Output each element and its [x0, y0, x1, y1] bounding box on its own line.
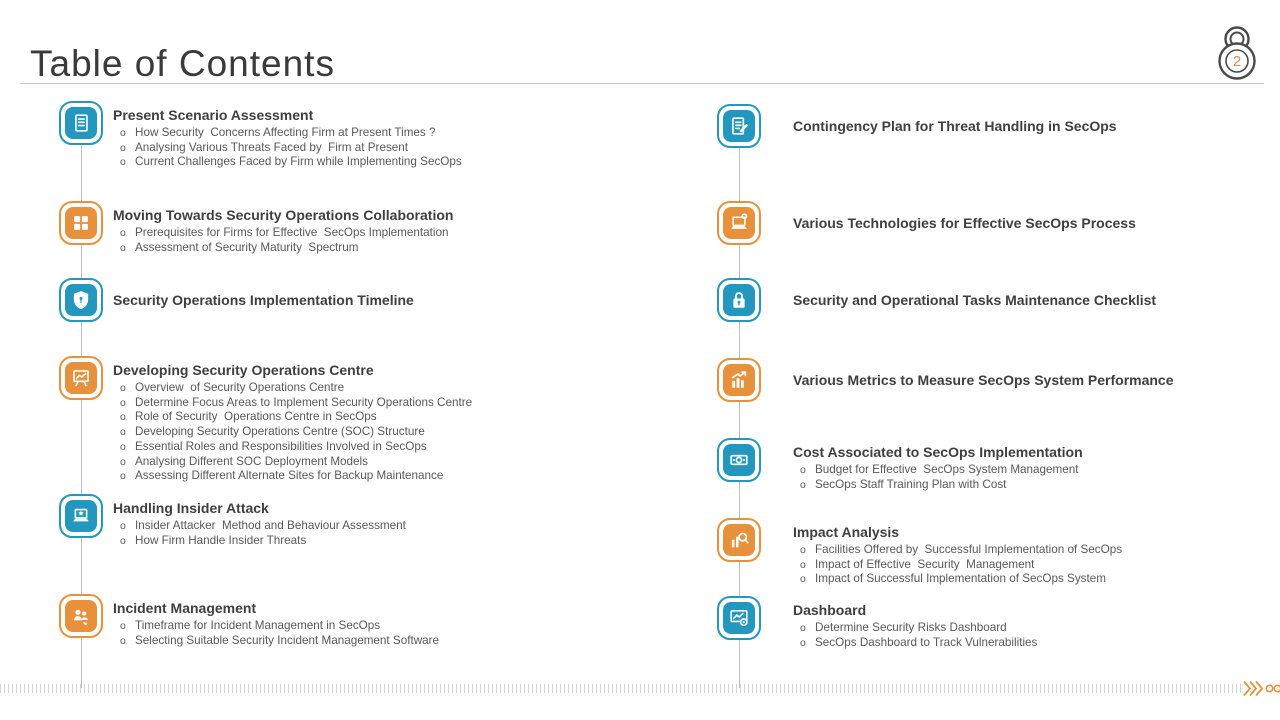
- bullet-text: Selecting Suitable Security Incident Management Software: [135, 633, 440, 647]
- toc-item-title: Incident Management: [113, 600, 257, 616]
- toc-bullet: [113, 410, 699, 425]
- bullet-text: Essential Roles and Responsibilities Involved in SecOps: [135, 439, 427, 453]
- bullet-text: SecOps Staff Training Plan with Cost: [815, 477, 1007, 491]
- toc-item-bullets: [793, 621, 1277, 650]
- toc-item-bullets: [793, 543, 1277, 587]
- toc-item-title: Impact Analysis: [793, 524, 900, 540]
- toc-item: [59, 494, 699, 548]
- bullet-marker: o: [120, 227, 126, 239]
- toc-bullet: [113, 519, 699, 534]
- bullet-marker: o: [120, 411, 126, 424]
- collaboration-grid-icon: [59, 201, 103, 245]
- impact-magnifier-icon: [717, 518, 761, 562]
- laptop-gear-icon: [717, 201, 761, 245]
- toc-item: [59, 201, 699, 255]
- document-edit-icon: [717, 104, 761, 148]
- bullet-text: SecOps Dashboard to Track Vulnerabilities: [815, 635, 1038, 649]
- bullet-marker: o: [800, 464, 806, 476]
- toc-item-title: Cost Associated to SecOps Implementation: [793, 444, 1083, 460]
- toc-bullet: [113, 469, 699, 484]
- toc-item-bullets: [113, 381, 699, 484]
- footer-chevrons-icon: [1243, 680, 1280, 702]
- toc-bullet: [113, 455, 699, 470]
- bullet-marker: o: [800, 478, 806, 491]
- bullet-text: Impact of Effective Security Management: [815, 557, 1035, 571]
- toc-item-title: Security and Operational Tasks Maintenance Checklist: [793, 291, 1157, 308]
- toc-item: [717, 358, 1277, 402]
- toc-item: [717, 438, 1277, 492]
- toc-bullet: [113, 155, 699, 170]
- toc-bullet: [113, 126, 699, 141]
- bullet-marker: o: [120, 382, 126, 394]
- toc-item: [717, 278, 1277, 322]
- bullet-marker: o: [120, 620, 126, 632]
- bullet-text: Assessing Different Alternate Sites for Backup Maintenance: [135, 469, 444, 483]
- bullet-marker: o: [800, 544, 806, 556]
- toc-item: [717, 201, 1277, 245]
- toc-bullet: [113, 440, 699, 455]
- bullet-text: Analysing Various Threats Faced by Firm at Present: [135, 140, 409, 154]
- toc-item: [59, 356, 699, 484]
- bullet-text: Facilities Offered by Successful Implementation of SecOps: [815, 543, 1123, 556]
- toc-item-bullets: [113, 619, 699, 648]
- toc-bullet: [113, 619, 699, 634]
- footer-tick-strip: [0, 684, 1242, 693]
- toc-item: [59, 101, 699, 170]
- toc-bullet: [113, 226, 699, 241]
- toc-item: [59, 278, 699, 322]
- bullet-text: Overview of Security Operations Centre: [135, 381, 345, 394]
- bullet-text: Current Challenges Faced by Firm while Implementing SecOps: [135, 155, 462, 169]
- bullet-marker: o: [120, 396, 126, 409]
- bullet-text: Insider Attacker Method and Behaviour Assessment: [135, 519, 406, 532]
- toc-item-title: Security Operations Implementation Timeline: [113, 291, 414, 308]
- cost-money-icon: [717, 438, 761, 482]
- bullet-marker: o: [120, 426, 126, 439]
- toc-bullet: [113, 141, 699, 156]
- toc-bullet: [113, 425, 699, 440]
- bullet-marker: o: [800, 573, 806, 586]
- toc-bullet: [113, 241, 699, 256]
- toc-item-bullets: [113, 226, 699, 255]
- team-incident-icon: [59, 594, 103, 638]
- toc-item-title: Various Metrics to Measure SecOps System Performance: [793, 371, 1174, 388]
- bullet-marker: o: [120, 520, 126, 532]
- bullet-marker: o: [120, 156, 126, 169]
- toc-item-bullets: [793, 463, 1277, 492]
- toc-item-title: Dashboard: [793, 602, 867, 618]
- bullet-text: Determine Focus Areas to Implement Security Operations Centre: [135, 395, 473, 409]
- bullet-text: Assessment of Security Maturity Spectrum: [135, 240, 359, 254]
- bullet-marker: o: [800, 558, 806, 571]
- page-title: Table of Contents: [30, 42, 335, 84]
- bullet-text: Impact of Successful Implementation of SecOps System: [815, 572, 1107, 586]
- toc-bullet: [793, 636, 1277, 651]
- toc-bullet: [793, 558, 1277, 573]
- toc-item-title: Moving Towards Security Operations Collaboration: [113, 207, 454, 223]
- bullet-text: Determine Security Risks Dashboard: [815, 621, 1007, 634]
- toc-bullet: [793, 621, 1277, 636]
- bullet-text: How Security Concerns Affecting Firm at Present Times ?: [135, 126, 436, 139]
- toc-column-left: [59, 0, 699, 720]
- bullet-text: How Firm Handle Insider Threats: [135, 533, 307, 547]
- bullet-marker: o: [800, 622, 806, 634]
- bullet-marker: o: [120, 440, 126, 453]
- toc-item: [717, 104, 1277, 148]
- toc-bullet: [113, 534, 699, 549]
- toc-bullet: [113, 381, 699, 396]
- bullet-marker: o: [120, 470, 126, 483]
- bullet-marker: o: [120, 127, 126, 139]
- soc-analyst-icon: [59, 356, 103, 400]
- toc-bullet: [113, 634, 699, 649]
- bullet-marker: o: [800, 636, 806, 649]
- bullet-marker: o: [120, 141, 126, 154]
- toc-item: [59, 594, 699, 648]
- page-number: 2: [1232, 53, 1242, 70]
- dashboard-gear-icon: [717, 596, 761, 640]
- notepad-icon: [59, 101, 103, 145]
- toc-item-title: Various Technologies for Effective SecOps Process: [793, 214, 1136, 231]
- toc-bullet: [793, 463, 1277, 478]
- bullet-text: Developing Security Operations Centre (SOC) Structure: [135, 425, 425, 439]
- laptop-alert-icon: [59, 494, 103, 538]
- bullet-text: Timeframe for Incident Management in SecOps: [135, 619, 381, 632]
- bullet-marker: o: [120, 634, 126, 647]
- bullet-text: Analysing Different SOC Deployment Models: [135, 454, 368, 468]
- toc-item-bullets: [113, 519, 699, 548]
- toc-item-title: Present Scenario Assessment: [113, 107, 314, 123]
- toc-bullet: [113, 396, 699, 411]
- shield-icon: [59, 278, 103, 322]
- padlock-icon: [717, 278, 761, 322]
- bullet-marker: o: [120, 241, 126, 254]
- toc-item-title: Developing Security Operations Centre: [113, 362, 374, 378]
- bullet-marker: o: [120, 534, 126, 547]
- bullet-text: Role of Security Operations Centre in SecOps: [135, 410, 377, 424]
- toc-item-bullets: [113, 126, 699, 170]
- toc-column-right: [717, 0, 1277, 720]
- bullet-text: Prerequisites for Firms for Effective SecOps Implementation: [135, 226, 449, 239]
- toc-bullet: [793, 572, 1277, 587]
- toc-item-title: Contingency Plan for Threat Handling in SecOps: [793, 117, 1117, 134]
- toc-item: [717, 518, 1277, 587]
- toc-bullet: [793, 478, 1277, 493]
- toc-bullet: [793, 543, 1277, 558]
- bullet-marker: o: [120, 455, 126, 468]
- bullet-text: Budget for Effective SecOps System Management: [815, 463, 1079, 476]
- toc-item-title: Handling Insider Attack: [113, 500, 269, 516]
- toc-item: [717, 596, 1277, 650]
- bar-chart-growth-icon: [717, 358, 761, 402]
